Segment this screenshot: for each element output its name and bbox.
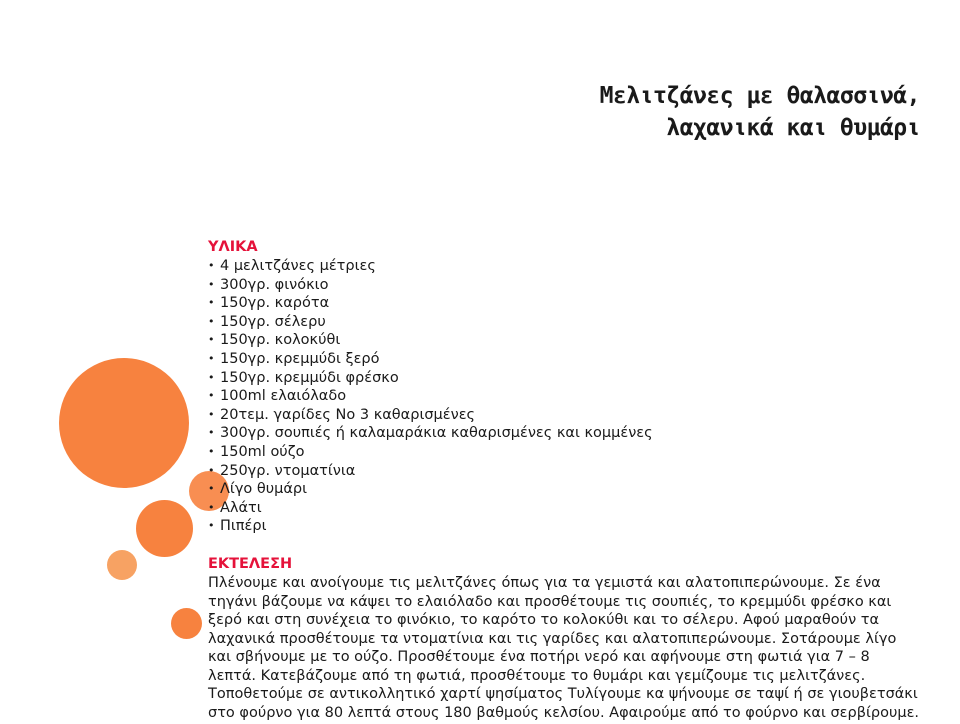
ingredient-item: • 100ml ελαιόλαδο xyxy=(208,387,920,406)
ingredient-item: • 4 μελιτζάνες μέτριες xyxy=(208,257,920,276)
decorative-circle-tiny xyxy=(107,550,137,580)
method-heading: ΕΚΤΕΛΕΣΗ xyxy=(208,555,293,572)
ingredient-item: • 150γρ. κολοκύθι xyxy=(208,331,920,350)
recipe-title-line-2: λαχανικά και θυμάρι xyxy=(666,115,920,141)
ingredient-item: • 20τεμ. γαρίδες Νο 3 καθαρισμένες xyxy=(208,406,920,425)
recipe-title xyxy=(600,80,920,144)
ingredient-item: • 300γρ. φινόκιο xyxy=(208,276,920,295)
method-text: Πλένουμε και ανοίγουμε τις μελιτζάνες όπως για τα γεμιστά και αλατοπιπερώνουμε. Σε ένα τηγάνι βάζουμε να κάψει το ελαιόλαδο και προσθέτουμε τις σουπιές, το κρεμμύδι φρέσκο και ξερό και στη συνέχεια το φινόκιο, το καρότο το κολοκύθι και το σέλερυ. Αφού μαραθούν τα λαχανικά προσθέτουμε τα ντοματίνια και τις γαρίδες και αλατοπιπερώνουμε. Σοτάρουμε λίγο και σβήνουμε με το ούζο. Προσθέτουμε ένα ποτήρι νερό και αφήνουμε στη φωτιά για 7 – 8 λεπτά. Κατεβάζουμε από τη φωτιά, προσθέτουμε το θυμάρι και γεμίζουμε τις μελιτζάνες. Τοποθετούμε σε αντικολλητικό χαρτί ψησίματος Τυλίγουμε κα ψήνουμε σε ταψί ή σε γιουβετσάκι στο φούρνο για 80 λεπτά στους 180 βαθμούς κελσίου. Αφαιρούμε από το φούρνο και σερβίρουμε. xyxy=(208,574,920,722)
ingredient-item: • 150γρ. κρεμμύδι φρέσκο xyxy=(208,369,920,388)
decorative-circle-small-bottom xyxy=(171,608,202,639)
ingredient-item: • Πιπέρι xyxy=(208,517,920,536)
decorative-circle-medium xyxy=(136,500,193,557)
decorative-circle-large xyxy=(59,358,189,488)
ingredient-item: • 250γρ. ντοματίνια xyxy=(208,462,920,481)
ingredient-item: • 300γρ. σουπιές ή καλαμαράκια καθαρισμένες και κομμένες xyxy=(208,424,920,443)
recipe-title-line-1: Μελιτζάνες με θαλασσινά, xyxy=(599,83,920,109)
ingredient-item: • 150γρ. σέλερυ xyxy=(208,313,920,332)
ingredient-item: • 150γρ. κρεμμύδι ξερό xyxy=(208,350,920,369)
ingredients-heading: ΥΛΙΚΑ xyxy=(208,239,258,255)
ingredient-item: • Αλάτι xyxy=(208,499,920,518)
recipe-content xyxy=(208,237,920,723)
ingredient-item: • Λίγο θυμάρι xyxy=(208,480,920,499)
ingredient-item: • 150ml ούζο xyxy=(208,443,920,462)
ingredient-item: • 150γρ. καρότα xyxy=(208,294,920,313)
ingredients-list xyxy=(208,257,920,536)
